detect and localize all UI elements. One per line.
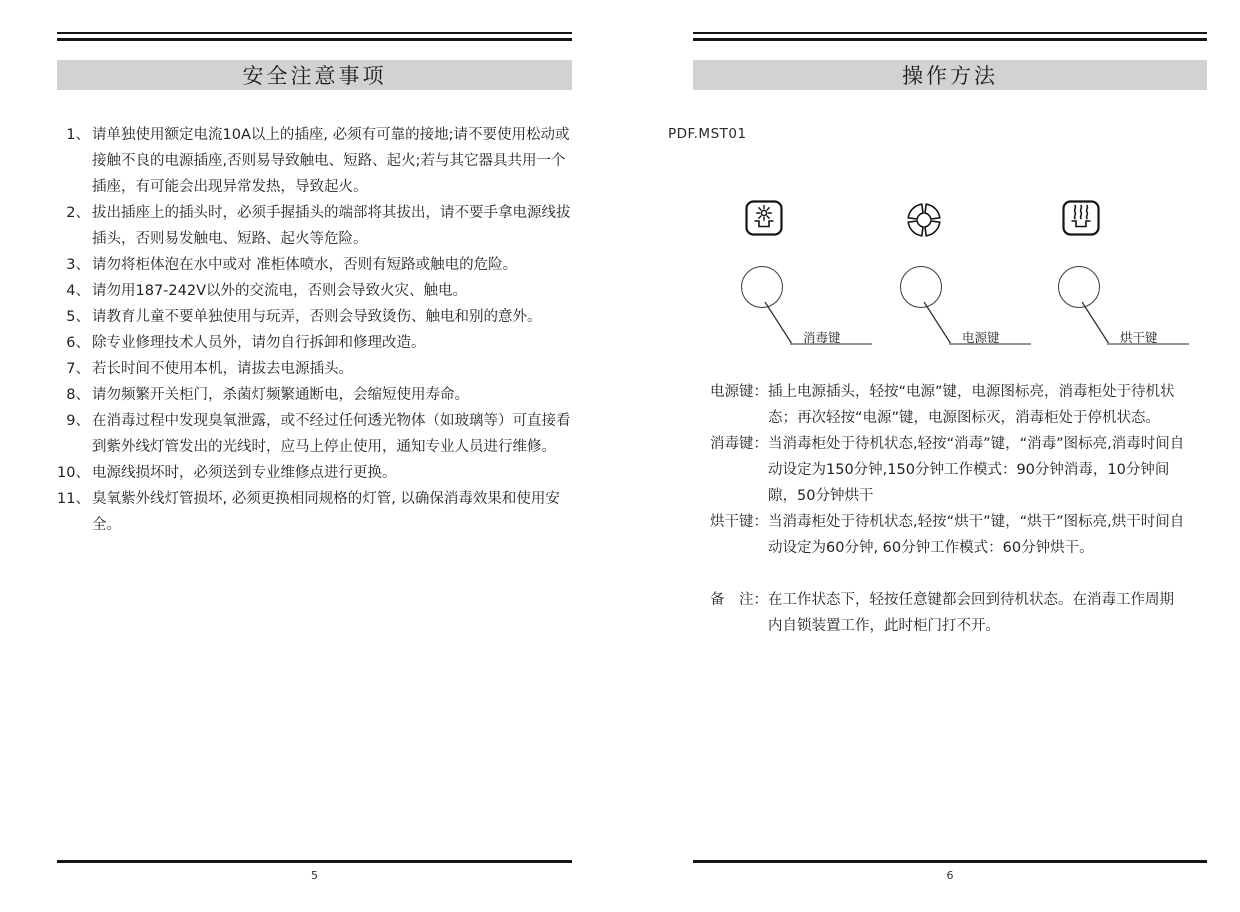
list-item bbox=[48, 278, 578, 304]
list-item bbox=[48, 304, 578, 330]
list-item-number: 7、 bbox=[66, 361, 90, 377]
desc-row-power bbox=[710, 379, 1215, 431]
list-item-text: 请教育儿童不要单独使用与玩弄，否则会导致烫伤、触电和别的意外。 bbox=[92, 309, 542, 325]
list-item bbox=[48, 356, 578, 382]
note-text: 在工作状态下，轻按任意键都会回到待机状态。在消毒工作周期内自锁装置工作，此时柜门打不开。 bbox=[768, 592, 1174, 634]
list-item-number: 4、 bbox=[66, 283, 90, 299]
list-item-text: 拔出插座上的插头时，必须手握插头的端部将其拔出，请不要手拿电源线拔插头，否则易发触电、短路、起火等危险。 bbox=[92, 205, 571, 247]
desc-text: 当消毒柜处于待机状态,轻按“消毒”键，“消毒”图标亮,消毒时间自动设定为150分钟,150分钟工作模式：90分钟消毒，10分钟间隙，50分钟烘干 bbox=[768, 436, 1185, 504]
page-title-bar bbox=[693, 60, 1207, 90]
list-item-text: 请单独使用额定电流10A以上的插座, 必须有可靠的接地;请不要使用松动或接触不良的电源插座,否则易导致触电、短路、起火;若与其它器具共用一个插座，有可能会出现异常发热，导致起火。 bbox=[92, 127, 570, 195]
desc-text: 当消毒柜处于待机状态,轻按“烘干”键，“烘干”图标亮,烘干时间自动设定为60分钟, 60分钟工作模式：60分钟烘干。 bbox=[768, 514, 1185, 556]
desc-row-dry bbox=[710, 509, 1215, 561]
list-item-number: 6、 bbox=[66, 335, 90, 351]
list-item bbox=[48, 408, 578, 460]
list-item-number: 3、 bbox=[66, 257, 90, 273]
model-code: PDF.MST01 bbox=[668, 126, 747, 142]
list-item bbox=[48, 200, 578, 252]
page-title: 安全注意事项 bbox=[242, 64, 387, 88]
list-item bbox=[48, 382, 578, 408]
list-item-number: 1、 bbox=[66, 127, 90, 143]
list-item-number: 11、 bbox=[57, 491, 90, 507]
button-label: 消毒键 bbox=[803, 330, 841, 345]
power-icon bbox=[904, 200, 944, 240]
top-double-rule bbox=[57, 32, 572, 41]
list-item-text: 请勿用187-242V以外的交流电，否则会导致火灾、触电。 bbox=[92, 283, 468, 299]
list-item-number: 5、 bbox=[66, 309, 90, 325]
button-label: 电源键 bbox=[962, 330, 1000, 345]
note-row bbox=[710, 587, 1215, 639]
top-double-rule bbox=[693, 32, 1207, 41]
desc-label: 电源键： bbox=[710, 384, 768, 400]
page-number: 6 bbox=[946, 869, 954, 882]
list-item-text: 除专业修理技术人员外，请勿自行拆卸和修理改造。 bbox=[92, 335, 426, 351]
page-title: 操作方法 bbox=[902, 64, 998, 88]
button-callout-power bbox=[900, 200, 1036, 362]
list-item-number: 8、 bbox=[66, 387, 90, 403]
button-label: 烘干键 bbox=[1120, 330, 1158, 345]
safety-page bbox=[45, 0, 623, 912]
dry-icon bbox=[1062, 200, 1100, 236]
button-callout-disinfect bbox=[741, 200, 877, 362]
list-item-number: 10、 bbox=[57, 465, 90, 481]
operation-page bbox=[665, 0, 1240, 912]
key-descriptions bbox=[710, 379, 1215, 639]
page-title-bar bbox=[57, 60, 572, 90]
desc-label: 消毒键： bbox=[710, 436, 768, 452]
list-item-text: 请勿将柜体泡在水中或对 准柜体喷水，否则有短路或触电的危险。 bbox=[92, 257, 518, 273]
desc-text: 插上电源插头，轻按“电源”键，电源图标亮，消毒柜处于待机状态；再次轻按“电源”键，电源图标灭，消毒柜处于停机状态。 bbox=[768, 384, 1175, 426]
bottom-rule bbox=[693, 860, 1207, 863]
list-item bbox=[48, 486, 578, 538]
safety-list bbox=[48, 122, 578, 538]
page-number: 5 bbox=[311, 869, 318, 882]
list-item-text: 请勿频繁开关柜门，杀菌灯频繁通断电，会缩短使用寿命。 bbox=[92, 387, 469, 403]
desc-label: 烘干键： bbox=[710, 514, 768, 530]
list-item bbox=[48, 330, 578, 356]
list-item-text: 在消毒过程中发现臭氧泄露，或不经过任何透光物体（如玻璃等）可直接看到紫外线灯管发出的光线时，应马上停止使用，通知专业人员进行维修。 bbox=[92, 413, 571, 455]
note-label: 备 注： bbox=[710, 592, 768, 608]
desc-row-disinfect bbox=[710, 431, 1215, 509]
list-item bbox=[48, 122, 578, 200]
button-callout-dry bbox=[1058, 200, 1194, 362]
disinfect-icon bbox=[745, 200, 783, 236]
list-item-text: 臭氧紫外线灯管损坏, 必须更换相同规格的灯管, 以确保消毒效果和使用安全。 bbox=[92, 491, 560, 533]
bottom-rule bbox=[57, 860, 572, 863]
list-item-text: 若长时间不使用本机，请拔去电源插头。 bbox=[92, 361, 353, 377]
list-item-number: 9、 bbox=[66, 413, 90, 429]
list-item bbox=[48, 252, 578, 278]
list-item bbox=[48, 460, 578, 486]
list-item-text: 电源线损坏时，必须送到专业维修点进行更换。 bbox=[92, 465, 397, 481]
list-item-number: 2、 bbox=[66, 205, 90, 221]
